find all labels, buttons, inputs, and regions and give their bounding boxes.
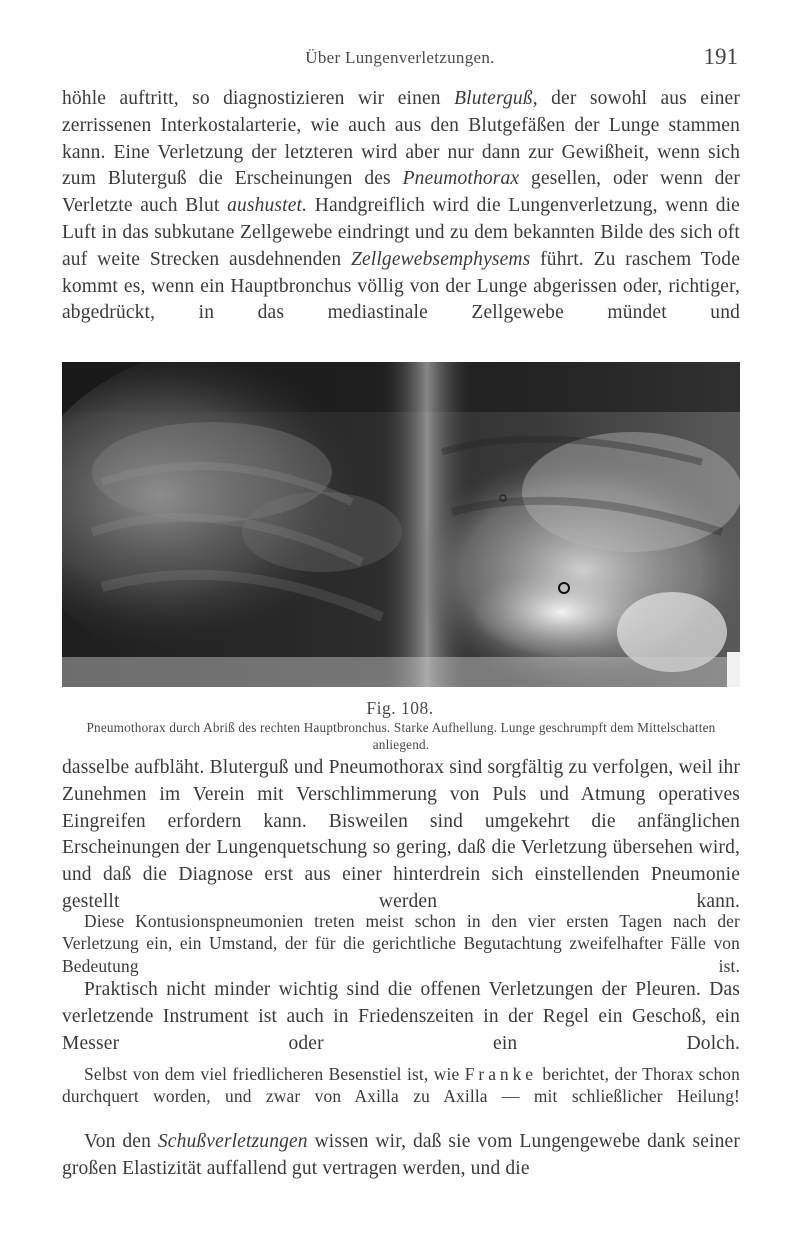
emphasis-bluterguss: Bluterguß, <box>454 88 538 109</box>
figure-caption: Pneumothorax durch Abriß des rechten Hauptbronchus. Starke Aufhellung. Lunge geschrumpft dem Mittelschatten anliegend. <box>86 720 716 752</box>
page-header <box>0 44 800 72</box>
author-name: Franke <box>464 1064 538 1084</box>
text-run: gesellen, oder wenn der Verletzte auch Blut <box>62 168 740 217</box>
paragraph-3: Diese Kontusionspneumonien treten meist schon in den vier ersten Tagen nach der Verletzung ein, ein Umstand, der für die gerichtliche Begutachtung zweifelhafter Fälle von Bedeutung ist. <box>62 911 740 976</box>
text-run: der sowohl aus einer zerrissenen Interkostalarterie, wie auch aus den Blutgefäßen der Lunge stammen kann. Eine Verletzung der letzteren wird aber nur dann zur Gewißheit, wenn sich zum Bluterguß die Erscheinungen des <box>62 88 740 190</box>
paragraph-1 <box>62 86 740 327</box>
text-run: wissen wir, daß sie vom Lungengewebe dank seiner großen Elastizität auffallend gut vertragen werden, und die <box>62 1131 740 1179</box>
paragraph-5 <box>62 1063 740 1108</box>
emphasis-schussverletzungen: Schußverletzungen <box>157 1131 308 1152</box>
text-run: Selbst von dem viel friedlicheren Besenstiel ist, wie <box>84 1064 465 1084</box>
xray-figure-image <box>62 362 740 687</box>
page-number: 191 <box>703 44 738 69</box>
figure-label: Fig. 108. <box>366 698 434 718</box>
text-run: höhle auftritt, so diagnostizieren wir einen <box>62 88 455 109</box>
text-run: Von den <box>84 1131 158 1152</box>
text-run: berichtet, der Thorax schon durchquert worden, und zwar von Axilla zu Axilla — mit schließlicher Heilung! <box>62 1064 740 1107</box>
emphasis-pneumothorax: Pneumothorax <box>402 168 520 190</box>
emphasis-aushustet: aushustet. <box>227 195 308 217</box>
paragraph-6 <box>62 1129 740 1183</box>
running-title: Über Lungenverletzungen. <box>305 48 495 67</box>
paragraph-2: dasselbe aufbläht. Bluterguß und Pneumothorax sind sorgfältig zu verfolgen, weil ihr Zunehmen im Verein mit Verschlimmerung von Puls und Atmung operatives Eingreifen erfordern kann. Bisweilen sind umgekehrt die anfänglichen Erscheinungen der Lungenquetschung so gering, daß die Verletzung übersehen wird, und daß die Diagnose erst aus einer hinterdrein sich einstellenden Pneumonie gestellt werden kann. <box>62 757 740 912</box>
paragraph-4: Praktisch nicht minder wichtig sind die offenen Verletzungen der Pleuren. Das verletzende Instrument ist auch in Friedenszeiten in der Regel ein Geschoß, ein Messer oder ein Dolch. <box>62 979 740 1054</box>
emphasis-zellgewebsemphysem: Zellgewebsemphysems <box>351 248 531 270</box>
text-run: führt. Zu raschem Tode kommt es, wenn ein Hauptbronchus völlig von der Lunge abgerissen oder, richtiger, abgedrückt, in das mediastinale Zellgewebe mündet und <box>62 248 740 324</box>
text-run: Handgreiflich wird die Lungenverletzung, wenn die Luft in das subkutane Zellgewebe eindringt und zu dem bekannten Bilde des sich oft auf weite Strecken ausdehnenden <box>62 195 740 270</box>
